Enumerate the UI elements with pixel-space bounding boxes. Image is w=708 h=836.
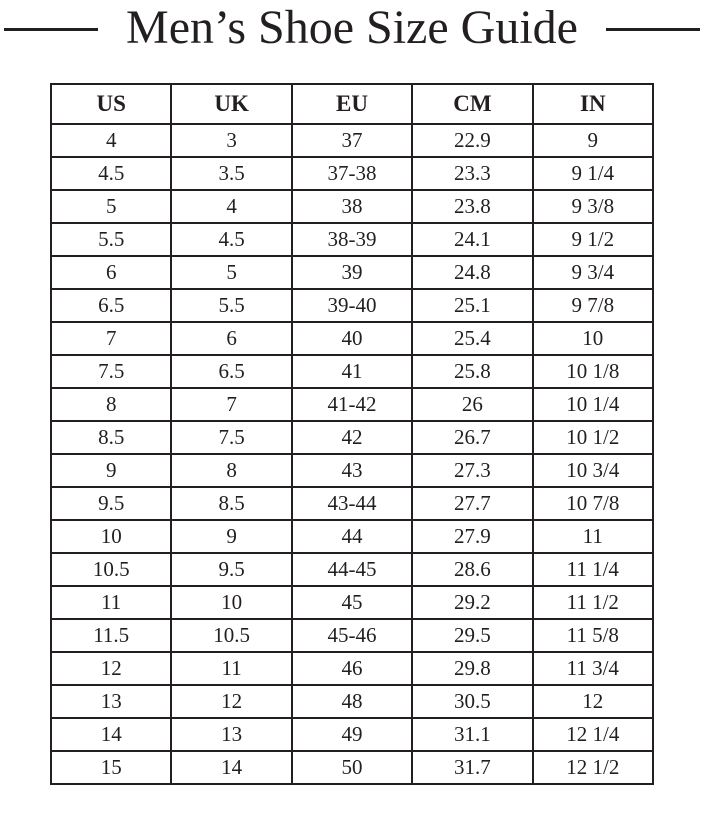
cell-cm: 27.7 xyxy=(412,487,532,520)
cell-eu: 38-39 xyxy=(292,223,412,256)
cell-eu: 43-44 xyxy=(292,487,412,520)
cell-in: 11 3/4 xyxy=(533,652,653,685)
cell-us: 7.5 xyxy=(51,355,171,388)
cell-in: 10 7/8 xyxy=(533,487,653,520)
cell-eu: 46 xyxy=(292,652,412,685)
table-row xyxy=(51,289,653,322)
table-row xyxy=(51,685,653,718)
cell-in: 10 3/4 xyxy=(533,454,653,487)
cell-cm: 24.8 xyxy=(412,256,532,289)
table-row xyxy=(51,454,653,487)
cell-uk: 3.5 xyxy=(171,157,291,190)
cell-cm: 29.5 xyxy=(412,619,532,652)
cell-us: 12 xyxy=(51,652,171,685)
table-row xyxy=(51,190,653,223)
cell-us: 9 xyxy=(51,454,171,487)
cell-cm: 26 xyxy=(412,388,532,421)
table-row xyxy=(51,157,653,190)
cell-eu: 40 xyxy=(292,322,412,355)
cell-in: 9 xyxy=(533,124,653,157)
cell-uk: 10.5 xyxy=(171,619,291,652)
table-row xyxy=(51,223,653,256)
cell-in: 12 1/4 xyxy=(533,718,653,751)
cell-us: 11.5 xyxy=(51,619,171,652)
cell-us: 10.5 xyxy=(51,553,171,586)
column-header-uk: UK xyxy=(171,84,291,124)
cell-in: 10 1/2 xyxy=(533,421,653,454)
cell-in: 11 1/2 xyxy=(533,586,653,619)
cell-uk: 4 xyxy=(171,190,291,223)
column-header-in: IN xyxy=(533,84,653,124)
cell-cm: 23.3 xyxy=(412,157,532,190)
cell-cm: 22.9 xyxy=(412,124,532,157)
cell-cm: 25.8 xyxy=(412,355,532,388)
cell-uk: 13 xyxy=(171,718,291,751)
cell-us: 4.5 xyxy=(51,157,171,190)
cell-us: 5 xyxy=(51,190,171,223)
title-rule-left xyxy=(4,28,98,31)
table-row xyxy=(51,586,653,619)
cell-us: 8.5 xyxy=(51,421,171,454)
cell-us: 7 xyxy=(51,322,171,355)
size-table xyxy=(50,83,654,785)
cell-in: 10 1/4 xyxy=(533,388,653,421)
cell-in: 9 3/4 xyxy=(533,256,653,289)
table-row xyxy=(51,619,653,652)
cell-eu: 37-38 xyxy=(292,157,412,190)
cell-uk: 12 xyxy=(171,685,291,718)
table-row xyxy=(51,718,653,751)
cell-cm: 30.5 xyxy=(412,685,532,718)
cell-eu: 41-42 xyxy=(292,388,412,421)
cell-cm: 27.3 xyxy=(412,454,532,487)
header-row xyxy=(51,84,653,124)
cell-cm: 25.1 xyxy=(412,289,532,322)
cell-uk: 6.5 xyxy=(171,355,291,388)
cell-uk: 11 xyxy=(171,652,291,685)
cell-uk: 5 xyxy=(171,256,291,289)
cell-in: 12 xyxy=(533,685,653,718)
cell-uk: 9.5 xyxy=(171,553,291,586)
cell-in: 10 1/8 xyxy=(533,355,653,388)
table-row xyxy=(51,388,653,421)
cell-eu: 39-40 xyxy=(292,289,412,322)
cell-cm: 26.7 xyxy=(412,421,532,454)
cell-cm: 28.6 xyxy=(412,553,532,586)
cell-in: 10 xyxy=(533,322,653,355)
cell-uk: 14 xyxy=(171,751,291,784)
cell-us: 6.5 xyxy=(51,289,171,322)
cell-in: 9 1/4 xyxy=(533,157,653,190)
table-row xyxy=(51,520,653,553)
column-header-cm: CM xyxy=(412,84,532,124)
cell-in: 11 xyxy=(533,520,653,553)
cell-us: 11 xyxy=(51,586,171,619)
cell-cm: 31.7 xyxy=(412,751,532,784)
cell-eu: 49 xyxy=(292,718,412,751)
cell-uk: 5.5 xyxy=(171,289,291,322)
cell-us: 9.5 xyxy=(51,487,171,520)
cell-eu: 45 xyxy=(292,586,412,619)
cell-us: 10 xyxy=(51,520,171,553)
cell-uk: 8.5 xyxy=(171,487,291,520)
cell-eu: 39 xyxy=(292,256,412,289)
cell-uk: 3 xyxy=(171,124,291,157)
cell-eu: 38 xyxy=(292,190,412,223)
cell-uk: 9 xyxy=(171,520,291,553)
table-row xyxy=(51,322,653,355)
cell-in: 9 7/8 xyxy=(533,289,653,322)
cell-cm: 29.2 xyxy=(412,586,532,619)
cell-eu: 50 xyxy=(292,751,412,784)
title-rule-right xyxy=(606,28,700,31)
cell-in: 9 1/2 xyxy=(533,223,653,256)
cell-eu: 42 xyxy=(292,421,412,454)
table-row xyxy=(51,553,653,586)
table-row xyxy=(51,355,653,388)
table-row xyxy=(51,751,653,784)
cell-eu: 44 xyxy=(292,520,412,553)
cell-cm: 24.1 xyxy=(412,223,532,256)
cell-cm: 25.4 xyxy=(412,322,532,355)
cell-uk: 10 xyxy=(171,586,291,619)
cell-cm: 29.8 xyxy=(412,652,532,685)
page-title: Men’s Shoe Size Guide xyxy=(126,1,578,54)
cell-in: 11 1/4 xyxy=(533,553,653,586)
cell-eu: 45-46 xyxy=(292,619,412,652)
cell-cm: 27.9 xyxy=(412,520,532,553)
cell-cm: 31.1 xyxy=(412,718,532,751)
cell-us: 13 xyxy=(51,685,171,718)
cell-eu: 48 xyxy=(292,685,412,718)
table-row xyxy=(51,256,653,289)
cell-uk: 6 xyxy=(171,322,291,355)
table-row xyxy=(51,421,653,454)
table-row xyxy=(51,124,653,157)
size-table-body xyxy=(51,124,653,784)
cell-us: 8 xyxy=(51,388,171,421)
column-header-us: US xyxy=(51,84,171,124)
cell-us: 6 xyxy=(51,256,171,289)
cell-us: 14 xyxy=(51,718,171,751)
table-row xyxy=(51,652,653,685)
cell-eu: 44-45 xyxy=(292,553,412,586)
cell-cm: 23.8 xyxy=(412,190,532,223)
cell-uk: 7 xyxy=(171,388,291,421)
cell-us: 5.5 xyxy=(51,223,171,256)
column-header-eu: EU xyxy=(292,84,412,124)
cell-in: 12 1/2 xyxy=(533,751,653,784)
cell-uk: 7.5 xyxy=(171,421,291,454)
title-row xyxy=(0,0,708,56)
cell-us: 4 xyxy=(51,124,171,157)
cell-uk: 4.5 xyxy=(171,223,291,256)
cell-eu: 43 xyxy=(292,454,412,487)
cell-eu: 37 xyxy=(292,124,412,157)
cell-uk: 8 xyxy=(171,454,291,487)
cell-in: 11 5/8 xyxy=(533,619,653,652)
cell-in: 9 3/8 xyxy=(533,190,653,223)
cell-us: 15 xyxy=(51,751,171,784)
cell-eu: 41 xyxy=(292,355,412,388)
table-row xyxy=(51,487,653,520)
